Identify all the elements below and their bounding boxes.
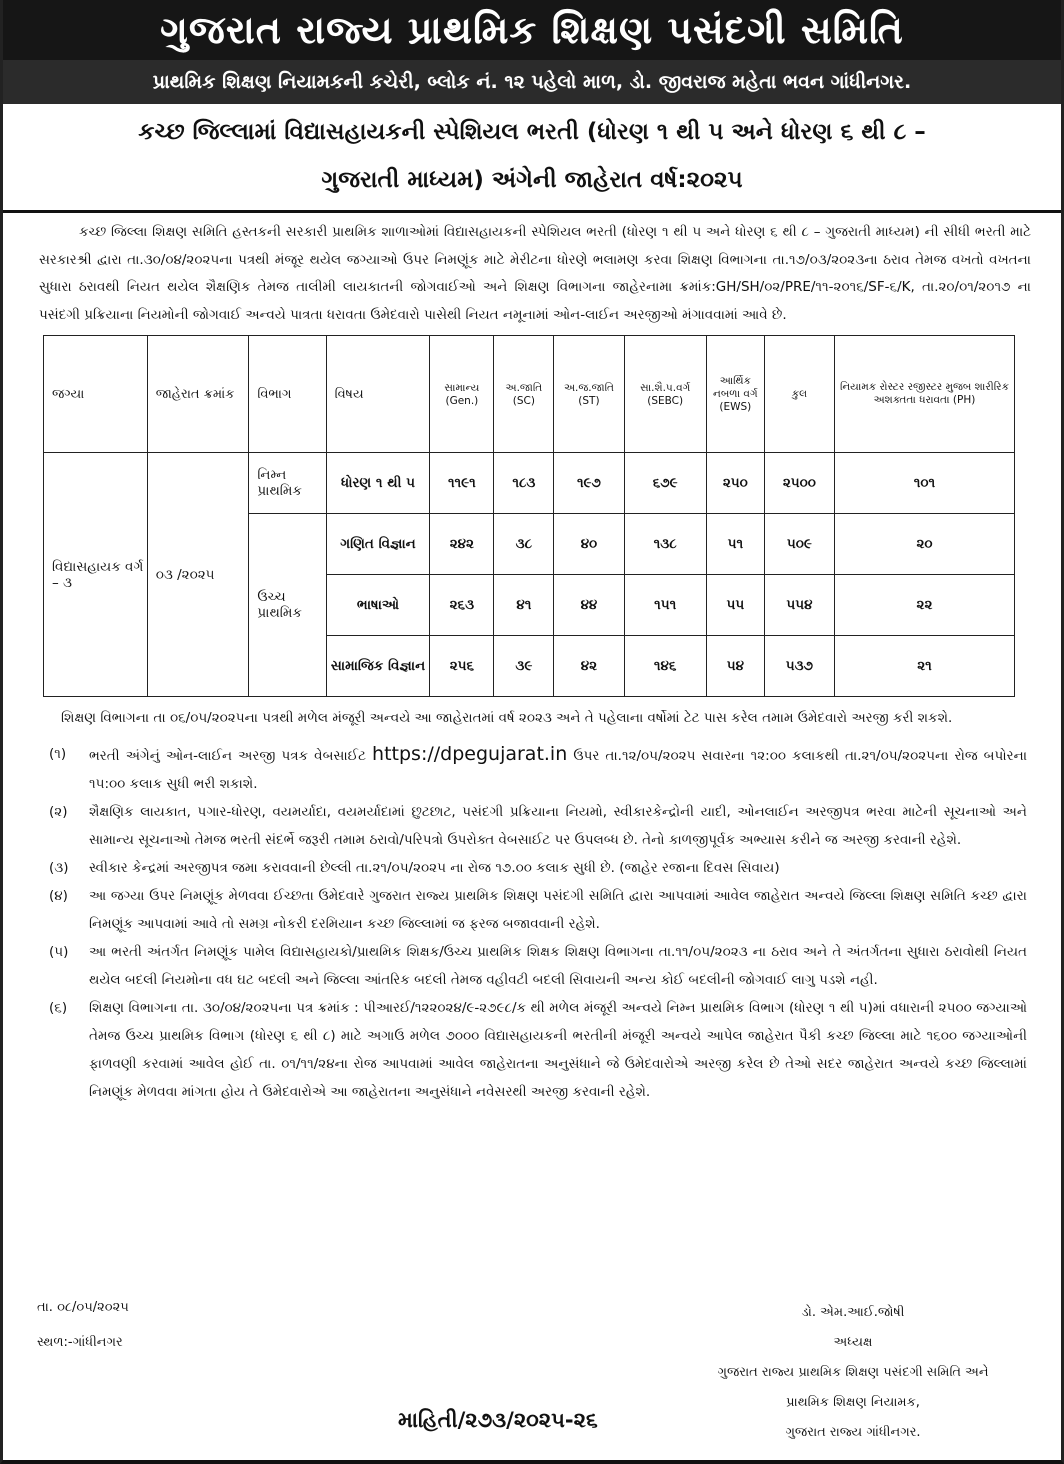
post-cell: વિદ્યાસહાયક વર્ગ – ૩ bbox=[44, 453, 148, 697]
col-st: અ.જ.જાતિ (ST) bbox=[554, 336, 624, 453]
col-total: કુલ bbox=[764, 336, 834, 453]
list-item bbox=[49, 938, 1027, 994]
title-line-1: કચ્છ જિલ્લામાં વિદ્યાસહાયકની સ્પેશિયલ ભરતી (ધોરણ ૧ થી ૫ અને ધોરણ ૬ થી ૮ – bbox=[138, 119, 926, 145]
col-sebc: સા.શૈ.પ.વર્ગ (SEBC) bbox=[624, 336, 706, 453]
col-subject: વિષય bbox=[326, 336, 430, 453]
total-cell: ૫૦૯ bbox=[764, 514, 834, 575]
section-cell-upper: ઉચ્ચ પ્રાથમિક bbox=[249, 514, 326, 697]
org-name: ગુજરાત રાજ્ય પ્રાથમિક શિક્ષણ પસંદગી સમિતિ bbox=[3, 0, 1061, 60]
item-number: (૫) bbox=[49, 944, 69, 960]
tet-note: શિક્ષણ વિભાગના તા ૦૬/૦૫/૨૦૨૫ના પત્રથી મળેલ મંજૂરી અન્વયે આ જાહેરાતમાં વર્ષ ૨૦૨૩ અને તે પહેલાના વર્ષોમાં ટેટ પાસ કરેલ તમામ ઉમેદવારો અરજી કરી શકશે. bbox=[61, 710, 953, 726]
list-item bbox=[49, 854, 1027, 882]
section-cell-lower: નિમ્ન પ્રાથમિક bbox=[249, 453, 326, 514]
st-cell: ૪૦ bbox=[554, 514, 624, 575]
item-number: (૬) bbox=[49, 1000, 68, 1016]
item-number: (૩) bbox=[49, 860, 69, 876]
instructions-list bbox=[3, 740, 1061, 1106]
list-item bbox=[49, 882, 1027, 938]
subject-cell: ધોરણ ૧ થી ૫ bbox=[326, 453, 430, 514]
col-ph: નિયામક રોસ્ટર રજીસ્ટર મુજબ શારીરિક અશક્તતા ધરાવતા (PH) bbox=[834, 336, 1014, 453]
issue-place: સ્થળ:-ગાંધીનગર bbox=[37, 1335, 123, 1350]
col-gen: સામાન્ય (Gen.) bbox=[430, 336, 494, 453]
issue-date: તા. ૦૮/૦૫/૨૦૨૫ bbox=[37, 1300, 129, 1315]
footer bbox=[3, 1290, 1061, 1460]
signature-block bbox=[683, 1298, 1023, 1448]
info-reference: માહિતી/૨૭૩/૨૦૨૫-૨૬ bbox=[398, 1408, 598, 1432]
st-cell: ૪૪ bbox=[554, 575, 624, 636]
item-text: સ્વીકાર કેન્દ્રમાં અરજીપત્ર જમા કરાવવાની છેલ્લી તા.૨૧/૦૫/૨૦૨૫ ના રોજ ૧૭.૦૦ કલાક સુધી છે. (જાહેર રજાના દિવસ સિવાય) bbox=[89, 860, 780, 876]
website-link[interactable]: https://dpegujarat.in bbox=[372, 743, 568, 765]
ews-cell: ૫૧ bbox=[706, 514, 764, 575]
ews-cell: ૫૫ bbox=[706, 575, 764, 636]
total-cell: ૫૩૭ bbox=[764, 636, 834, 697]
notice-title bbox=[3, 104, 1061, 213]
sebc-cell: ૬૭૯ bbox=[624, 453, 706, 514]
item-text: ભરતી અંગેનું ઓન-લાઈન અરજી પત્રક વેબસાઈટ bbox=[89, 748, 366, 764]
sc-cell: ૩૮ bbox=[494, 514, 554, 575]
item-text: શિક્ષણ વિભાગના તા. ૩૦/૦૪/૨૦૨૫ના પત્ર ક્રમાંક : પીઆરઈ/૧૨૨૦૨૪/૯-૨૭૯૮/ક થી મળેલ મંજૂરી અન્વયે નિમ્ન પ્રાથમિક વિભાગ (ધોરણ ૧ થી ૫)માં વધારાની ૨૫૦૦ જગ્યાઓ તેમજ ઉચ્ચ પ્રાથમિક વિભાગ (ધોરણ ૬ થી ૮) માટે અગાઉ મળેલ ૭૦૦૦ વિદ્યાસહાયકની ભરતીની મંજૂરી અન્વયે આપેલ જાહેરાત પૈકી કચ્છ જિલ્લા માટે ૧૬૦૦ જગ્યાઓની ફાળવણી કરવામાં આવેલ હોઈ તા. ૦૧/૧૧/૨૪ના રોજ આપવામાં આવેલ જાહેરાતના અનુસંધાને જે ઉમેદવારોએ અરજી કરેલ છે તેઓ સદર જાહેરાત અન્વયે કચ્છ જિલ્લામાં નિમણૂંક મેળવવા માંગતા હોય તે ઉમેદવારોએ આ જાહેરાતના અનુસંધાને નવેસરથી અરજી કરવાની રહેશે. bbox=[89, 1000, 1027, 1100]
sc-cell: ૪૧ bbox=[494, 575, 554, 636]
st-cell: ૧૯૭ bbox=[554, 453, 624, 514]
subject-cell: ગણિત વિજ્ઞાન bbox=[326, 514, 430, 575]
signatory-org-2: પ્રાથમિક શિક્ષણ નિયામક, bbox=[786, 1395, 920, 1410]
item-text: ઉપર તા.૧૨/૦૫/૨૦૨૫ સવારના ૧૨:૦૦ કલાકથી તા.૨૧/૦૫/૨૦૨૫ના રોજ બપોરના ૧૫:૦૦ કલાક સુધી ભરી શકાશે. bbox=[89, 748, 1028, 792]
table-row bbox=[44, 453, 1015, 514]
item-number: (૪) bbox=[49, 888, 68, 904]
gen-cell: ૧૧૯૧ bbox=[430, 453, 494, 514]
sc-cell: ૧૮૩ bbox=[494, 453, 554, 514]
total-cell: ૨૫૦૦ bbox=[764, 453, 834, 514]
org-address: પ્રાથમિક શિક્ષણ નિયામકની કચેરી, બ્લોક નં. ૧૨ પહેલો માળ, ડો. જીવરાજ મહેતા ભવન ગાંધીનગર. bbox=[3, 60, 1061, 104]
col-sc: અ.જાતિ (SC) bbox=[494, 336, 554, 453]
list-item bbox=[49, 798, 1027, 854]
ews-cell: ૨૫૦ bbox=[706, 453, 764, 514]
signatory-org-3: ગુજરાત રાજ્ય ગાંધીનગર. bbox=[785, 1425, 921, 1440]
ews-cell: ૫૪ bbox=[706, 636, 764, 697]
adv-no-cell: ૦૩ /૨૦૨૫ bbox=[147, 453, 249, 697]
table-header-row bbox=[44, 336, 1015, 453]
item-number: (૧) bbox=[49, 746, 67, 762]
st-cell: ૪૨ bbox=[554, 636, 624, 697]
ph-cell: ૨૨ bbox=[834, 575, 1014, 636]
col-adv-no: જાહેરાત ક્રમાંક bbox=[147, 336, 249, 453]
col-section: વિભાગ bbox=[249, 336, 326, 453]
col-post: જગ્યા bbox=[44, 336, 148, 453]
col-ews: આર્થિક નબળા વર્ગ (EWS) bbox=[706, 336, 764, 453]
total-cell: ૫૫૪ bbox=[764, 575, 834, 636]
gen-cell: ૨૬૩ bbox=[430, 575, 494, 636]
sc-cell: ૩૯ bbox=[494, 636, 554, 697]
signatory-org-1: ગુજરાત રાજ્ય પ્રાથમિક શિક્ષણ પસંદગી સમિતિ અને bbox=[717, 1365, 989, 1380]
item-text: શૈક્ષણિક લાયકાત, પગાર-ધોરણ, વયમર્યાદા, વયમર્યાદામાં છુટછાટ, પસંદગી પ્રક્રિયાના નિયમો, સ્વીકારકેન્દ્રોની યાદી, ઓનલાઈન અરજીપત્ર ભરવા માટેની સૂચનાઓ અને સામાન્ય સૂચનાઓ તેમજ ભરતી સંદર્ભે જરૂરી તમામ ઠરાવો/પરિપત્રો ઉપરોક્ત વેબસાઈટ પર ઉપલબ્ધ છે. તેનો કાળજીપૂર્વક અભ્યાસ કરીને જ અરજી કરવાની રહેશે. bbox=[89, 804, 1027, 848]
item-number: (૨) bbox=[49, 804, 68, 820]
title-line-2: ગુજરાતી માધ્યમ) અંગેની જાહેરાત વર્ષ:૨૦૨૫ bbox=[321, 167, 743, 193]
intro-paragraph: કચ્છ જિલ્લા શિક્ષણ સમિતિ હસ્તકની સરકારી પ્રાથમિક શાળાઓમાં વિદ્યાસહાયકની સ્પેશિયલ ભરતી (ધોરણ ૧ થી ૫ અને ધોરણ ૬ થી ૮ – ગુજરાતી માધ્યમ) ની સીધી ભરતી માટે સરકારશ્રી દ્વારા તા.૩૦/૦૪/૨૦૨૫ના પત્રથી મંજૂર થયેલ જગ્યાઓ ઉપર નિમણૂંક માટે મેરીટના ધોરણે ભલામણ કરવા શિક્ષણ વિભાગના તા.૧૭/૦૩/૨૦૨૩ના ઠરાવ તેમજ વખતો વખતના સુધારા ઠરાવથી નિયત થયેલ શૈક્ષણિક તેમજ તાલીમી લાયકાતની જોગવાઈઓ અને શિક્ષણ વિભાગના જાહેરનામા ક્રમાંક:GH/SH/૦૨/PRE/૧૧-૨૦૧૬/SF-૬/K, તા.૨૦/૦૧/૨૦૧૭ ના પસંદગી પ્રક્રિયાના નિયમોની જોગવાઈ અન્વયે પાત્રતા ધરાવતા ઉમેદવારો પાસેથી નિયત નમૂનામાં ઓન-લાઈન અરજીઓ મંગાવવામાં આવે છે. bbox=[39, 224, 1031, 323]
item-text: આ ભરતી અંતર્ગત નિમણૂંક પામેલ વિદ્યાસહાયકો/પ્રાથમિક શિક્ષક/ઉચ્ચ પ્રાથમિક શિક્ષક શિક્ષણ વિભાગના તા.૧૧/૦૫/૨૦૨૩ ના ઠરાવ અને તે અંતર્ગતના સુધારા ઠરાવોથી નિયત થયેલ બદલી નિયમોના વધ ઘટ બદલી અને જિલ્લા આંતરિક બદલી તેમજ વહીવટી બદલી સિવાયની અન્ય કોઈ બદલીની જોગવાઈ લાગુ પડશે નહી. bbox=[89, 944, 1027, 988]
signatory-name: ડો. એમ.આઈ.જોષી bbox=[801, 1305, 905, 1320]
subject-cell: સામાજિક વિજ્ઞાન bbox=[326, 636, 430, 697]
sebc-cell: ૧૪૬ bbox=[624, 636, 706, 697]
subject-cell: ભાષાઓ bbox=[326, 575, 430, 636]
list-item bbox=[49, 994, 1027, 1106]
vacancy-table bbox=[43, 335, 1015, 697]
sebc-cell: ૧૫૧ bbox=[624, 575, 706, 636]
ph-cell: ૨૧ bbox=[834, 636, 1014, 697]
list-item bbox=[49, 740, 1027, 798]
gen-cell: ૨૪૨ bbox=[430, 514, 494, 575]
ph-cell: ૨૦ bbox=[834, 514, 1014, 575]
sebc-cell: ૧૩૮ bbox=[624, 514, 706, 575]
item-text: આ જગ્યા ઉપર નિમણૂંક મેળવવા ઈચ્છતા ઉમેદવારે ગુજરાત રાજ્ય પ્રાથમિક શિક્ષણ પસંદગી સમિતિ દ્વારા આપવામાં આવેલ જાહેરાત અન્વયે જિલ્લા શિક્ષણ સમિતિ કચ્છ દ્વારા નિમણૂંક આપવામાં આવે તો સમગ્ર નોકરી દરમિયાન કચ્છ જિલ્લામાં જ ફરજ બજાવવાની રહેશે. bbox=[89, 888, 1027, 932]
ph-cell: ૧૦૧ bbox=[834, 453, 1014, 514]
gen-cell: ૨૫૬ bbox=[430, 636, 494, 697]
signatory-designation: અધ્યક્ષ bbox=[833, 1335, 873, 1350]
